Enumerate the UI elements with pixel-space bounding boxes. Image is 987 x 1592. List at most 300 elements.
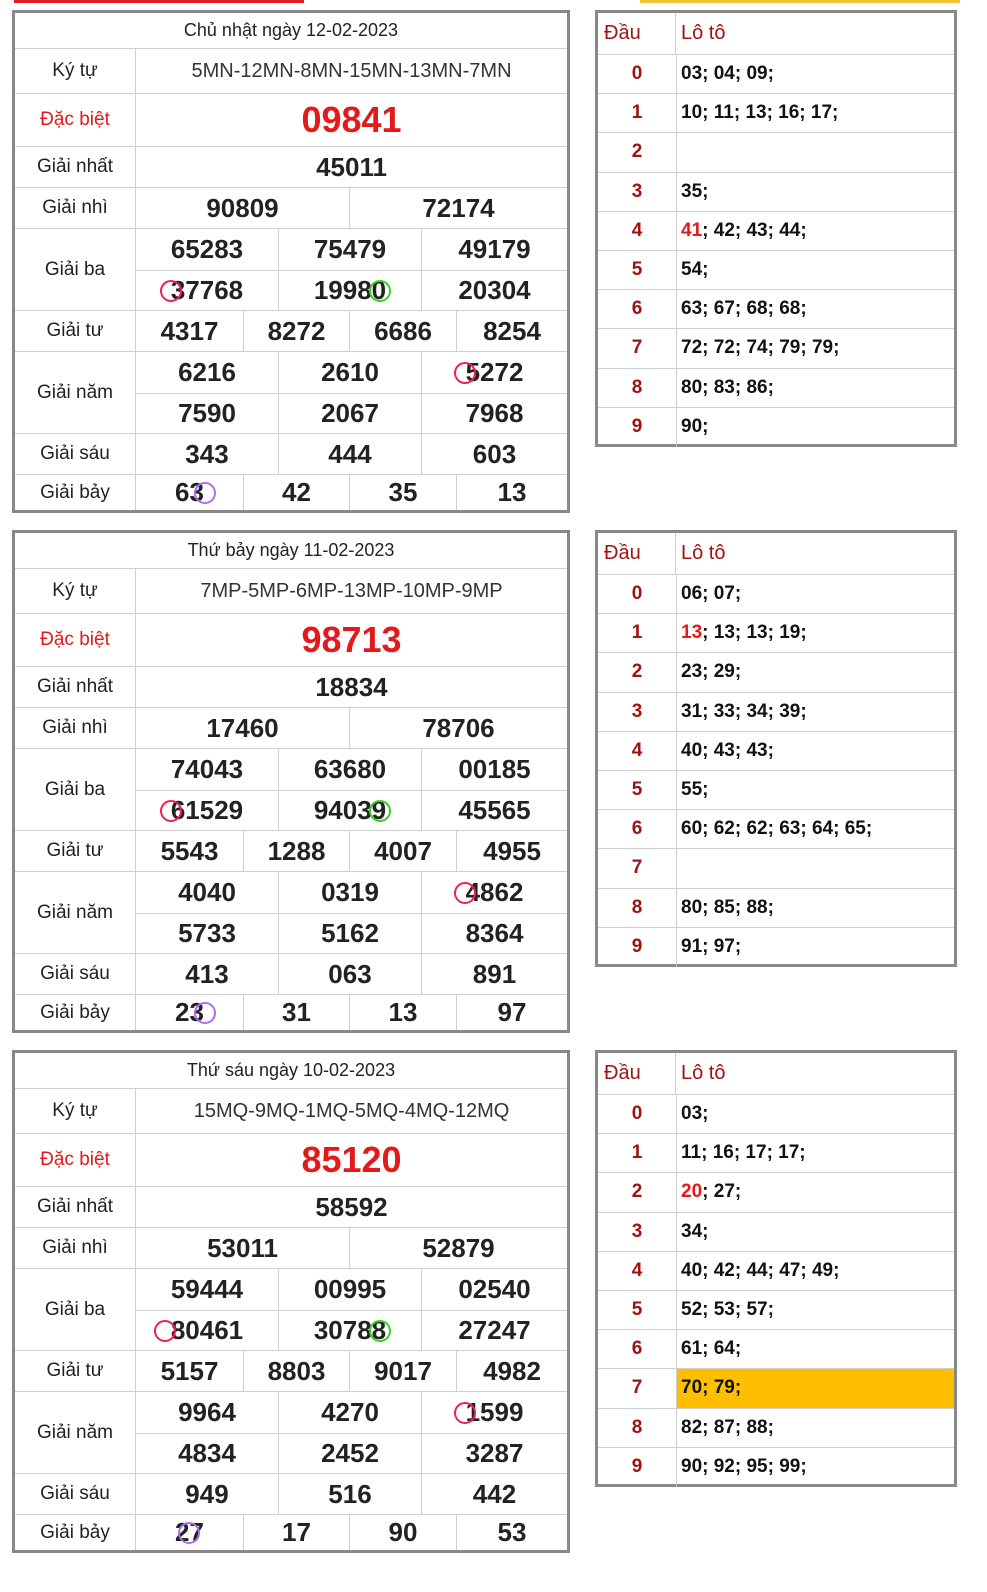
prize-label: Ký tự	[15, 569, 136, 613]
prize-number-text: 15MQ-9MQ-1MQ-5MQ-4MQ-12MQ	[193, 1099, 510, 1122]
loto-row	[598, 1369, 954, 1408]
prize-number	[136, 1392, 278, 1433]
loto-header-row	[598, 533, 954, 575]
loto-special-value: 13	[681, 622, 703, 644]
row-giai-nhi	[15, 188, 567, 229]
prize-label: Giải nhất	[15, 1187, 136, 1227]
prize-number	[456, 831, 567, 871]
prize-number-text: 30788	[313, 1315, 387, 1345]
loto-row	[598, 614, 954, 653]
prize-number-text: 65283	[170, 234, 244, 264]
prize-number	[421, 749, 567, 790]
loto-head-digit: 9	[598, 928, 677, 967]
loto-head-digit: 2	[598, 1173, 677, 1211]
loto-header-loto: Lô tô	[681, 22, 726, 44]
loto-head-digit: 6	[598, 290, 677, 328]
prize-number	[136, 1269, 278, 1310]
prize-number-text: 603	[472, 438, 517, 469]
prize-values	[136, 1134, 567, 1186]
loto-head-digit: 8	[598, 1409, 677, 1447]
prize-number	[421, 229, 567, 270]
loto-values	[677, 1134, 954, 1172]
loto-values	[677, 1213, 954, 1251]
prize-number-text: 6686	[374, 315, 432, 346]
loto-head-digit: 0	[598, 575, 677, 613]
prize-number	[278, 790, 421, 831]
prize-label: Giải nhì	[15, 1228, 136, 1268]
row-giai-tu	[15, 831, 567, 872]
row-dac-biet	[15, 94, 567, 147]
prize-number-text: 37768	[170, 275, 244, 305]
prize-number-text: 949	[185, 1478, 229, 1509]
prize-number	[136, 1228, 349, 1268]
prize-number	[243, 831, 349, 871]
loto-head-digit: 4	[598, 732, 677, 770]
row-giai-nhat	[15, 667, 567, 708]
prize-number-text: 8272	[267, 315, 326, 346]
row-giai-bay	[15, 995, 567, 1030]
prize-number	[136, 94, 567, 146]
loto-row	[598, 575, 954, 614]
prize-number	[136, 569, 567, 613]
prize-label: Đặc biệt	[15, 1134, 136, 1186]
prize-number	[136, 475, 243, 510]
loto-row	[598, 889, 954, 928]
loto-values	[677, 849, 954, 887]
prize-number-text: 4007	[374, 835, 432, 866]
prize-number-text: 4955	[483, 835, 541, 866]
loto-row	[598, 1095, 954, 1134]
loto-row	[598, 290, 954, 329]
prize-number-text: 2452	[321, 1438, 379, 1468]
prize-label: Giải nhì	[15, 708, 136, 748]
prize-number	[136, 270, 278, 311]
loto-head-digit: 2	[598, 653, 677, 691]
prize-number	[278, 1310, 421, 1351]
prize-label: Giải ba	[15, 749, 136, 830]
prize-number	[278, 229, 421, 270]
prize-number-text: 20304	[458, 275, 531, 305]
row-title	[15, 1053, 567, 1089]
loto-value-list: 80; 83; 86;	[681, 376, 774, 398]
loto-value-list: 40; 43; 43;	[681, 739, 774, 761]
loto-values	[677, 693, 954, 731]
prize-number	[421, 872, 567, 913]
prize-number-text: 09841	[301, 99, 402, 140]
prize-number-text: 94039	[313, 795, 387, 825]
row-giai-nhi	[15, 1228, 567, 1269]
row-giai-bay	[15, 475, 567, 510]
loto-value-list: 03;	[681, 1103, 709, 1125]
loto-row	[598, 55, 954, 94]
loto-head-digit: 6	[598, 1330, 677, 1368]
prize-label: Đặc biệt	[15, 94, 136, 146]
prize-number	[278, 872, 421, 913]
prize-number	[421, 434, 567, 474]
prize-label: Ký tự	[15, 49, 136, 93]
loto-value-list: 90; 92; 95; 99;	[681, 1456, 807, 1478]
prize-number-text: 5157	[160, 1355, 219, 1386]
prize-number-text: 444	[328, 438, 372, 469]
prize-number-text: 1288	[267, 835, 326, 866]
prize-values	[136, 1515, 567, 1550]
prize-number-text: 90809	[206, 192, 279, 223]
draw-block	[12, 530, 957, 1040]
loto-values	[677, 1409, 954, 1447]
loto-row	[598, 849, 954, 888]
prize-number	[421, 954, 567, 994]
prize-number-text: 7968	[465, 398, 524, 428]
loto-header-dau: Đầu	[598, 13, 676, 54]
prize-number-text: 4270	[321, 1397, 379, 1427]
loto-row	[598, 928, 954, 967]
loto-row	[598, 1448, 954, 1487]
loto-value-list: 55;	[681, 779, 709, 801]
loto-row	[598, 1409, 954, 1448]
prize-number	[349, 1351, 456, 1391]
prize-number-text: 4862	[465, 877, 524, 907]
prize-number	[349, 475, 456, 510]
prize-number-text: 516	[328, 1478, 372, 1509]
prize-number	[136, 1515, 243, 1550]
loto-table	[595, 10, 957, 447]
draw-date-title: Thứ bảy ngày 11-02-2023	[187, 540, 395, 560]
prize-number-text: 5MN-12MN-8MN-15MN-13MN-7MN	[191, 59, 512, 82]
prize-number-text: 19980	[313, 275, 387, 305]
prize-number-text: 13	[497, 477, 527, 507]
prize-values	[136, 229, 567, 310]
row-ky-tu	[15, 49, 567, 94]
loto-head-digit: 2	[598, 133, 677, 171]
prize-number-text: 98713	[301, 619, 402, 660]
prize-label: Giải bảy	[15, 475, 136, 510]
prize-subrow	[136, 270, 567, 311]
prize-number	[278, 749, 421, 790]
loto-header-loto: Lô tô	[681, 1062, 726, 1084]
loto-values	[677, 369, 954, 407]
prize-number	[278, 913, 421, 954]
loto-head-digit: 1	[598, 614, 677, 652]
loto-head-digit: 7	[598, 849, 677, 887]
top-accent-bar	[14, 0, 304, 3]
prize-values	[136, 1269, 567, 1350]
loto-values	[677, 928, 954, 967]
loto-value-list: 52; 53; 57;	[681, 1299, 774, 1321]
draw-date-title: Chủ nhật ngày 12-02-2023	[183, 20, 399, 40]
prize-subrow	[136, 393, 567, 434]
row-title	[15, 13, 567, 49]
prize-number	[136, 1351, 243, 1391]
loto-values	[677, 1369, 954, 1407]
prize-label: Đặc biệt	[15, 614, 136, 666]
prize-label: Giải năm	[15, 1392, 136, 1473]
prize-number-text: 53011	[207, 1232, 278, 1263]
prize-values	[136, 667, 567, 707]
row-ky-tu	[15, 1089, 567, 1134]
loto-row	[598, 329, 954, 368]
prize-values	[136, 1228, 567, 1268]
prize-values	[136, 569, 567, 613]
loto-value-list: ; 13; 13; 19;	[702, 622, 807, 644]
row-giai-ba	[15, 229, 567, 311]
prize-subrow	[136, 229, 567, 271]
prize-number-text: 2610	[321, 357, 379, 387]
loto-head-digit: 4	[598, 212, 677, 250]
loto-head-digit: 5	[598, 771, 677, 809]
row-dac-biet	[15, 614, 567, 667]
prize-number	[278, 393, 421, 434]
prize-number-text: 27	[175, 1517, 204, 1547]
prize-number-text: 90	[388, 1517, 418, 1547]
loto-row	[598, 732, 954, 771]
prize-subrow	[136, 352, 567, 394]
loto-values	[677, 1252, 954, 1290]
loto-header-dau: Đầu	[598, 1053, 676, 1094]
loto-value-list: 82; 87; 88;	[681, 1416, 774, 1438]
prize-number	[136, 352, 278, 393]
loto-value-list: ; 42; 43; 44;	[702, 219, 807, 241]
prize-number	[278, 1474, 421, 1514]
prize-number-text: 52879	[422, 1232, 495, 1263]
prize-number-text: 6216	[178, 357, 236, 387]
loto-row	[598, 1173, 954, 1212]
prize-number	[136, 749, 278, 790]
prize-number	[349, 1515, 456, 1550]
prize-number	[136, 614, 567, 666]
loto-value-list: 61; 64;	[681, 1338, 742, 1360]
prize-number	[136, 311, 243, 351]
loto-value-list: 10; 11; 13; 16; 17;	[681, 102, 839, 124]
prize-number-text: 85120	[301, 1139, 402, 1180]
prize-label: Giải tư	[15, 311, 136, 351]
draw-date-title: Thứ sáu ngày 10-02-2023	[186, 1060, 396, 1080]
prize-number	[421, 1269, 567, 1310]
prize-label: Giải sáu	[15, 1474, 136, 1514]
prize-number	[278, 434, 421, 474]
prize-label: Ký tự	[15, 1089, 136, 1133]
loto-head-digit: 8	[598, 369, 677, 407]
prize-values	[136, 995, 567, 1030]
loto-values	[677, 212, 954, 250]
prize-number-text: 17460	[206, 712, 279, 743]
prize-number	[136, 1134, 567, 1186]
prize-label: Giải nhất	[15, 147, 136, 187]
prize-number-text: 74043	[170, 754, 244, 784]
loto-value-list: 03; 04; 09;	[681, 63, 774, 85]
prize-number	[136, 434, 278, 474]
loto-value-list: 11; 16; 17; 17;	[681, 1142, 806, 1164]
loto-values	[677, 408, 954, 447]
loto-value-list: 31; 33; 34; 39;	[681, 700, 807, 722]
loto-values	[677, 771, 954, 809]
prize-number	[278, 352, 421, 393]
prize-number	[278, 1433, 421, 1474]
prize-number	[136, 1474, 278, 1514]
prize-number-text: 75479	[313, 234, 387, 264]
prize-label: Giải năm	[15, 352, 136, 433]
prize-number	[421, 1474, 567, 1514]
loto-row	[598, 693, 954, 732]
loto-table	[595, 1050, 957, 1487]
loto-value-list: 06; 07;	[681, 583, 742, 605]
prize-label: Giải sáu	[15, 954, 136, 994]
loto-value-list: 91; 97;	[681, 936, 742, 958]
prize-number-text: 17	[282, 1517, 311, 1547]
prize-number	[136, 790, 278, 831]
loto-row	[598, 173, 954, 212]
prize-values	[136, 94, 567, 146]
prize-number-text: 8803	[267, 1355, 326, 1386]
loto-value-list: 90;	[681, 416, 709, 438]
results-table	[12, 10, 570, 513]
prize-values	[136, 614, 567, 666]
row-giai-tu	[15, 1351, 567, 1392]
prize-values	[136, 954, 567, 994]
prize-values	[136, 1187, 567, 1227]
prize-values	[136, 872, 567, 953]
prize-label: Giải nhì	[15, 188, 136, 228]
prize-number-text: 63	[175, 477, 204, 507]
loto-values	[677, 290, 954, 328]
loto-head-digit: 1	[598, 94, 677, 132]
prize-number-text: 8364	[465, 918, 524, 948]
loto-value-list: 60; 62; 62; 63; 64; 65;	[681, 818, 873, 840]
loto-head-digit: 9	[598, 408, 677, 447]
prize-number-text: 891	[472, 958, 517, 989]
prize-number-text: 63680	[313, 754, 387, 784]
prize-number-text: 72174	[422, 192, 495, 223]
prize-number-text: 442	[472, 1478, 517, 1509]
prize-values	[136, 831, 567, 871]
loto-head-digit: 3	[598, 693, 677, 731]
loto-special-value: 41	[681, 219, 703, 241]
row-giai-nhi	[15, 708, 567, 749]
prize-number	[243, 995, 349, 1030]
row-giai-nhat	[15, 147, 567, 188]
loto-row	[598, 1330, 954, 1369]
loto-header-loto: Lô tô	[681, 542, 726, 564]
prize-number	[349, 1228, 567, 1268]
prize-number-text: 4040	[178, 877, 236, 907]
loto-row	[598, 810, 954, 849]
prize-values	[136, 708, 567, 748]
prize-number	[136, 831, 243, 871]
prize-number	[421, 913, 567, 954]
prize-number-text: 35	[388, 477, 418, 507]
loto-row	[598, 94, 954, 133]
prize-number	[136, 872, 278, 913]
prize-number-text: 2067	[321, 398, 379, 428]
prize-number	[136, 1433, 278, 1474]
prize-number-text: 413	[185, 958, 229, 989]
loto-values	[677, 1095, 954, 1133]
prize-label: Giải năm	[15, 872, 136, 953]
loto-value-list: 40; 42; 44; 47; 49;	[681, 1259, 840, 1281]
prize-subrow	[136, 1392, 567, 1434]
prize-number	[243, 1515, 349, 1550]
prize-number	[421, 393, 567, 434]
prize-number-text: 343	[185, 438, 229, 469]
loto-row	[598, 1134, 954, 1173]
loto-values	[677, 575, 954, 613]
loto-head-digit: 4	[598, 1252, 677, 1290]
prize-values	[136, 147, 567, 187]
loto-row	[598, 1213, 954, 1252]
prize-number	[136, 147, 567, 187]
prize-number	[349, 311, 456, 351]
prize-label: Giải tư	[15, 1351, 136, 1391]
prize-number-text: 0319	[321, 877, 379, 907]
prize-values	[136, 1474, 567, 1514]
prize-number-text: 7MP-5MP-6MP-13MP-10MP-9MP	[200, 579, 503, 602]
loto-head-digit: 5	[598, 1291, 677, 1329]
prize-number-text: 18834	[315, 671, 388, 702]
row-giai-bay	[15, 1515, 567, 1550]
prize-values	[136, 49, 567, 93]
loto-values	[677, 173, 954, 211]
prize-number-text: 4834	[178, 1438, 236, 1468]
loto-row	[598, 771, 954, 810]
row-giai-nam	[15, 1392, 567, 1474]
prize-number	[136, 1187, 567, 1227]
prize-number-text: 02540	[458, 1274, 531, 1304]
loto-head-digit: 7	[598, 329, 677, 367]
prize-number	[456, 475, 567, 510]
prize-number	[421, 790, 567, 831]
prize-number-text: 49179	[458, 234, 531, 264]
prize-number-text: 59444	[170, 1274, 244, 1304]
draw-block	[12, 1050, 957, 1560]
loto-row	[598, 1252, 954, 1291]
loto-values	[677, 614, 954, 652]
loto-head-digit: 3	[598, 173, 677, 211]
row-giai-tu	[15, 311, 567, 352]
prize-number	[278, 1392, 421, 1433]
prize-subrow	[136, 913, 567, 954]
prize-number	[136, 49, 567, 93]
prize-values	[136, 311, 567, 351]
prize-subrow	[136, 749, 567, 791]
prize-number-text: 27247	[458, 1315, 531, 1345]
prize-number	[421, 270, 567, 311]
loto-values	[677, 732, 954, 770]
loto-value-list: 34;	[681, 1220, 709, 1242]
prize-number	[421, 1310, 567, 1351]
loto-head-digit: 6	[598, 810, 677, 848]
loto-values	[677, 810, 954, 848]
loto-values	[677, 133, 954, 171]
draw-block	[12, 10, 957, 520]
prize-number-text: 00995	[313, 1274, 387, 1304]
prize-number-text: 42	[282, 477, 311, 507]
prize-number	[278, 1269, 421, 1310]
prize-values	[136, 1351, 567, 1391]
prize-number-text: 4317	[160, 315, 219, 346]
prize-number	[136, 913, 278, 954]
loto-row	[598, 369, 954, 408]
prize-values	[136, 475, 567, 510]
loto-header-dau: Đầu	[598, 533, 676, 574]
prize-label: Giải ba	[15, 229, 136, 310]
prize-number-text: 8254	[483, 315, 541, 346]
prize-label: Giải ba	[15, 1269, 136, 1350]
row-giai-sau	[15, 434, 567, 475]
loto-head-digit: 5	[598, 251, 677, 289]
row-giai-ba	[15, 1269, 567, 1351]
prize-label: Giải nhất	[15, 667, 136, 707]
row-title	[15, 533, 567, 569]
prize-number-text: 23	[175, 997, 204, 1027]
